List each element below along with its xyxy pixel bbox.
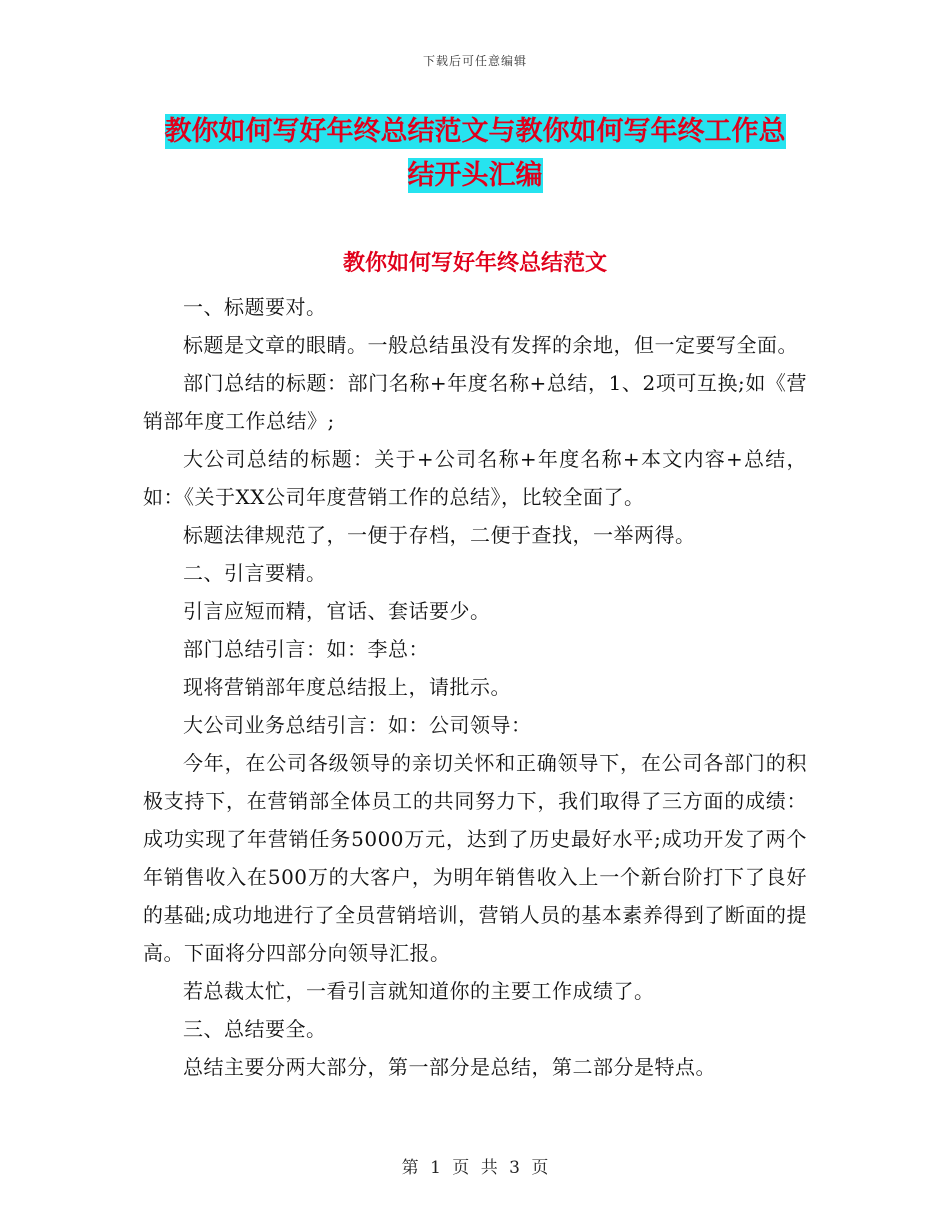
paragraph: 大公司总结的标题：关于+公司名称+年度名称+本文内容+总结，如：《关于XX公司年度营销工作的总结》，比较全面了。 (143, 447, 807, 509)
section-subtitle: 教你如何写好年终总结范文 (342, 250, 607, 276)
paragraph: 标题是文章的眼睛。一般总结虽没有发挥的余地，但一定要写全面。 (183, 333, 798, 357)
paragraph: 若总裁太忙，一看引言就知道你的主要工作成绩了。 (183, 979, 655, 1003)
paragraph: 部门总结引言：如：李总： (183, 637, 429, 661)
document-body (143, 288, 807, 1086)
paragraph: 部门总结的标题：部门名称+年度名称+总结，1、2项可互换;如《营销部年度工作总结》; (143, 371, 807, 433)
paragraph: 总结主要分两大部分，第一部分是总结，第二部分是特点。 (183, 1055, 716, 1079)
page-number: 第 1 页 共 3 页 (401, 1158, 549, 1178)
paragraph: 今年，在公司各级领导的亲切关怀和正确领导下，在公司各部门的积极支持下，在营销部全体员工的共同努力下，我们取得了三方面的成绩：成功实现了年营销任务5000万元，达到了历史最好水平;成功开发了两个年销售收入在500万的大客户，为明年销售收入上一个新台阶打下了良好的基础;成功地进行了全员营销培训，营销人员的基本素养得到了断面的提高。下面将分四部分向领导汇报。 (143, 751, 807, 965)
paragraph: 一、标题要对。 (183, 295, 327, 319)
paragraph: 引言应短而精，官话、套话要少。 (183, 599, 491, 623)
paragraph: 二、引言要精。 (183, 561, 327, 585)
title-line-1: 教你如何写好年终总结范文与教你如何写年终工作总 (164, 116, 786, 147)
title-line-2: 结开头汇编 (407, 160, 543, 191)
header-note: 下载后可任意编辑 (422, 54, 527, 68)
paragraph: 三、总结要全。 (183, 1017, 327, 1041)
paragraph: 标题法律规范了，一便于存档，二便于查找，一举两得。 (183, 523, 696, 547)
paragraph: 现将营销部年度总结报上，请批示。 (183, 675, 511, 699)
paragraph: 大公司业务总结引言：如：公司领导： (183, 713, 532, 737)
document-title (143, 110, 807, 198)
